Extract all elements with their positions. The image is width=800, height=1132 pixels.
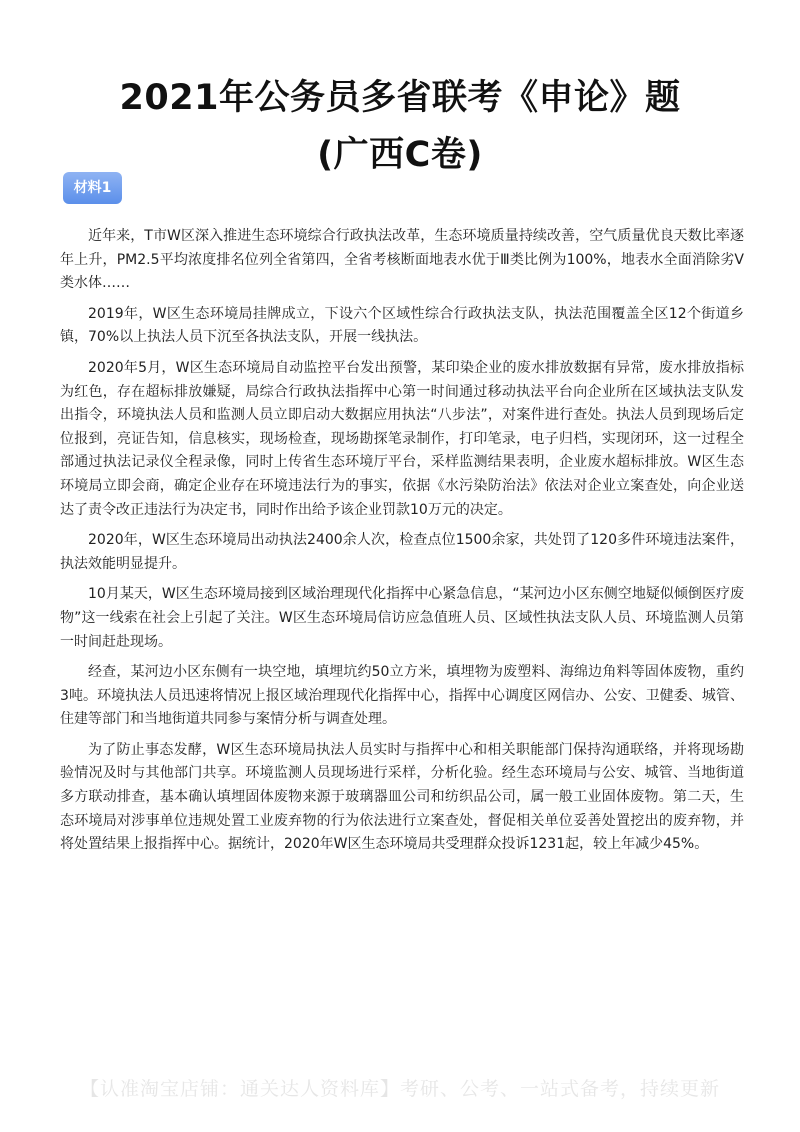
paragraph: 近年来，T市W区深入推进生态环境综合行政执法改革，生态环境质量持续改善，空气质量优良天数比率逐年上升，PM2.5平均浓度排名位列全省第四，全省考核断面地表水优于Ⅲ类比例为100%，地表水全面消除劣Ⅴ类水体……	[60, 228, 744, 292]
document-title	[0, 72, 800, 181]
paragraph: 2019年，W区生态环境局挂牌成立，下设六个区域性综合行政执法支队，执法范围覆盖全区12个街道乡镇，70%以上执法人员下沉至各执法支队，开展一线执法。	[60, 305, 744, 346]
paragraph: 10月某天，W区生态环境局接到区域治理现代化指挥中心紧急信息，“某河边小区东侧空地疑似倾倒医疗废物”这一线索在社会上引起了关注。W区生态环境局信访应急值班人员、区域性执法支队人员、环境监测人员第一时间赶赴现场。	[60, 586, 744, 650]
paragraph: 2020年，W区生态环境局出动执法2400余人次，检查点位1500余家，共处罚了120多件环境违法案件，执法效能明显提升。	[60, 532, 744, 572]
paragraph: 为了防止事态发酵，W区生态环境局执法人员实时与指挥中心和相关职能部门保持沟通联络，并将现场勘验情况及时与其他部门共享。环境监测人员现场进行采样，分析化验。经生态环境局与公安、城管、当地街道多方联动排查，基本确认填埋固体废物来源于玻璃器皿公司和纺织品公司，属一般工业固体废物。第二天，生态环境局对涉事单位违规处置工业废弃物的行为依法进行立案查处，督促相关单位妥善处置挖出的废弃物，并将处置结果上报指挥中心。据统计，2020年W区生态环境局共受理群众投诉1231起，较上年减少45%。	[60, 741, 744, 853]
paragraph: 2020年5月，W区生态环境局自动监控平台发出预警，某印染企业的废水排放数据有异常，废水排放指标为红色，存在超标排放嫌疑，局综合行政执法指挥中心第一时间通过移动执法平台向企业所在区域执法支队发出指令，环境执法人员和监测人员立即启动大数据应用执法“八步法”，对案件进行查处。执法人员到现场后定位报到，亮证告知，信息核实，现场检查，现场勘探笔录制作，打印笔录，电子归档，实现闭环，这一过程全部通过执法记录仪全程录像，同时上传省生态环境厅平台，采样监测结果表明，企业废水超标排放。W区生态环境局立即会商，确定企业存在环境违法行为的事实，依据《水污染防治法》依法对企业立案查处，向企业送达了责令改正违法行为决定书，同时作出给予该企业罚款10万元的决定。	[60, 359, 744, 518]
material-body	[60, 225, 744, 864]
paragraph: 经查，某河边小区东侧有一块空地，填埋坑约50立方米，填埋物为废塑料、海绵边角料等固体废物，重约3吨。环境执法人员迅速将情况上报区域治理现代化指挥中心，指挥中心调度区网信办、公安、卫健委、城管、住建等部门和当地街道共同参与案情分析与调查处理。	[60, 664, 744, 728]
section-badge: 材料1	[63, 172, 122, 204]
title-line-1: 2021年公务员多省联考《申论》题	[119, 78, 681, 118]
title-line-2: (广西C卷)	[317, 135, 483, 175]
watermark-text: 【认准淘宝店铺：通关达人资料库】考研、公考、一站式备考，持续更新	[79, 1078, 720, 1100]
